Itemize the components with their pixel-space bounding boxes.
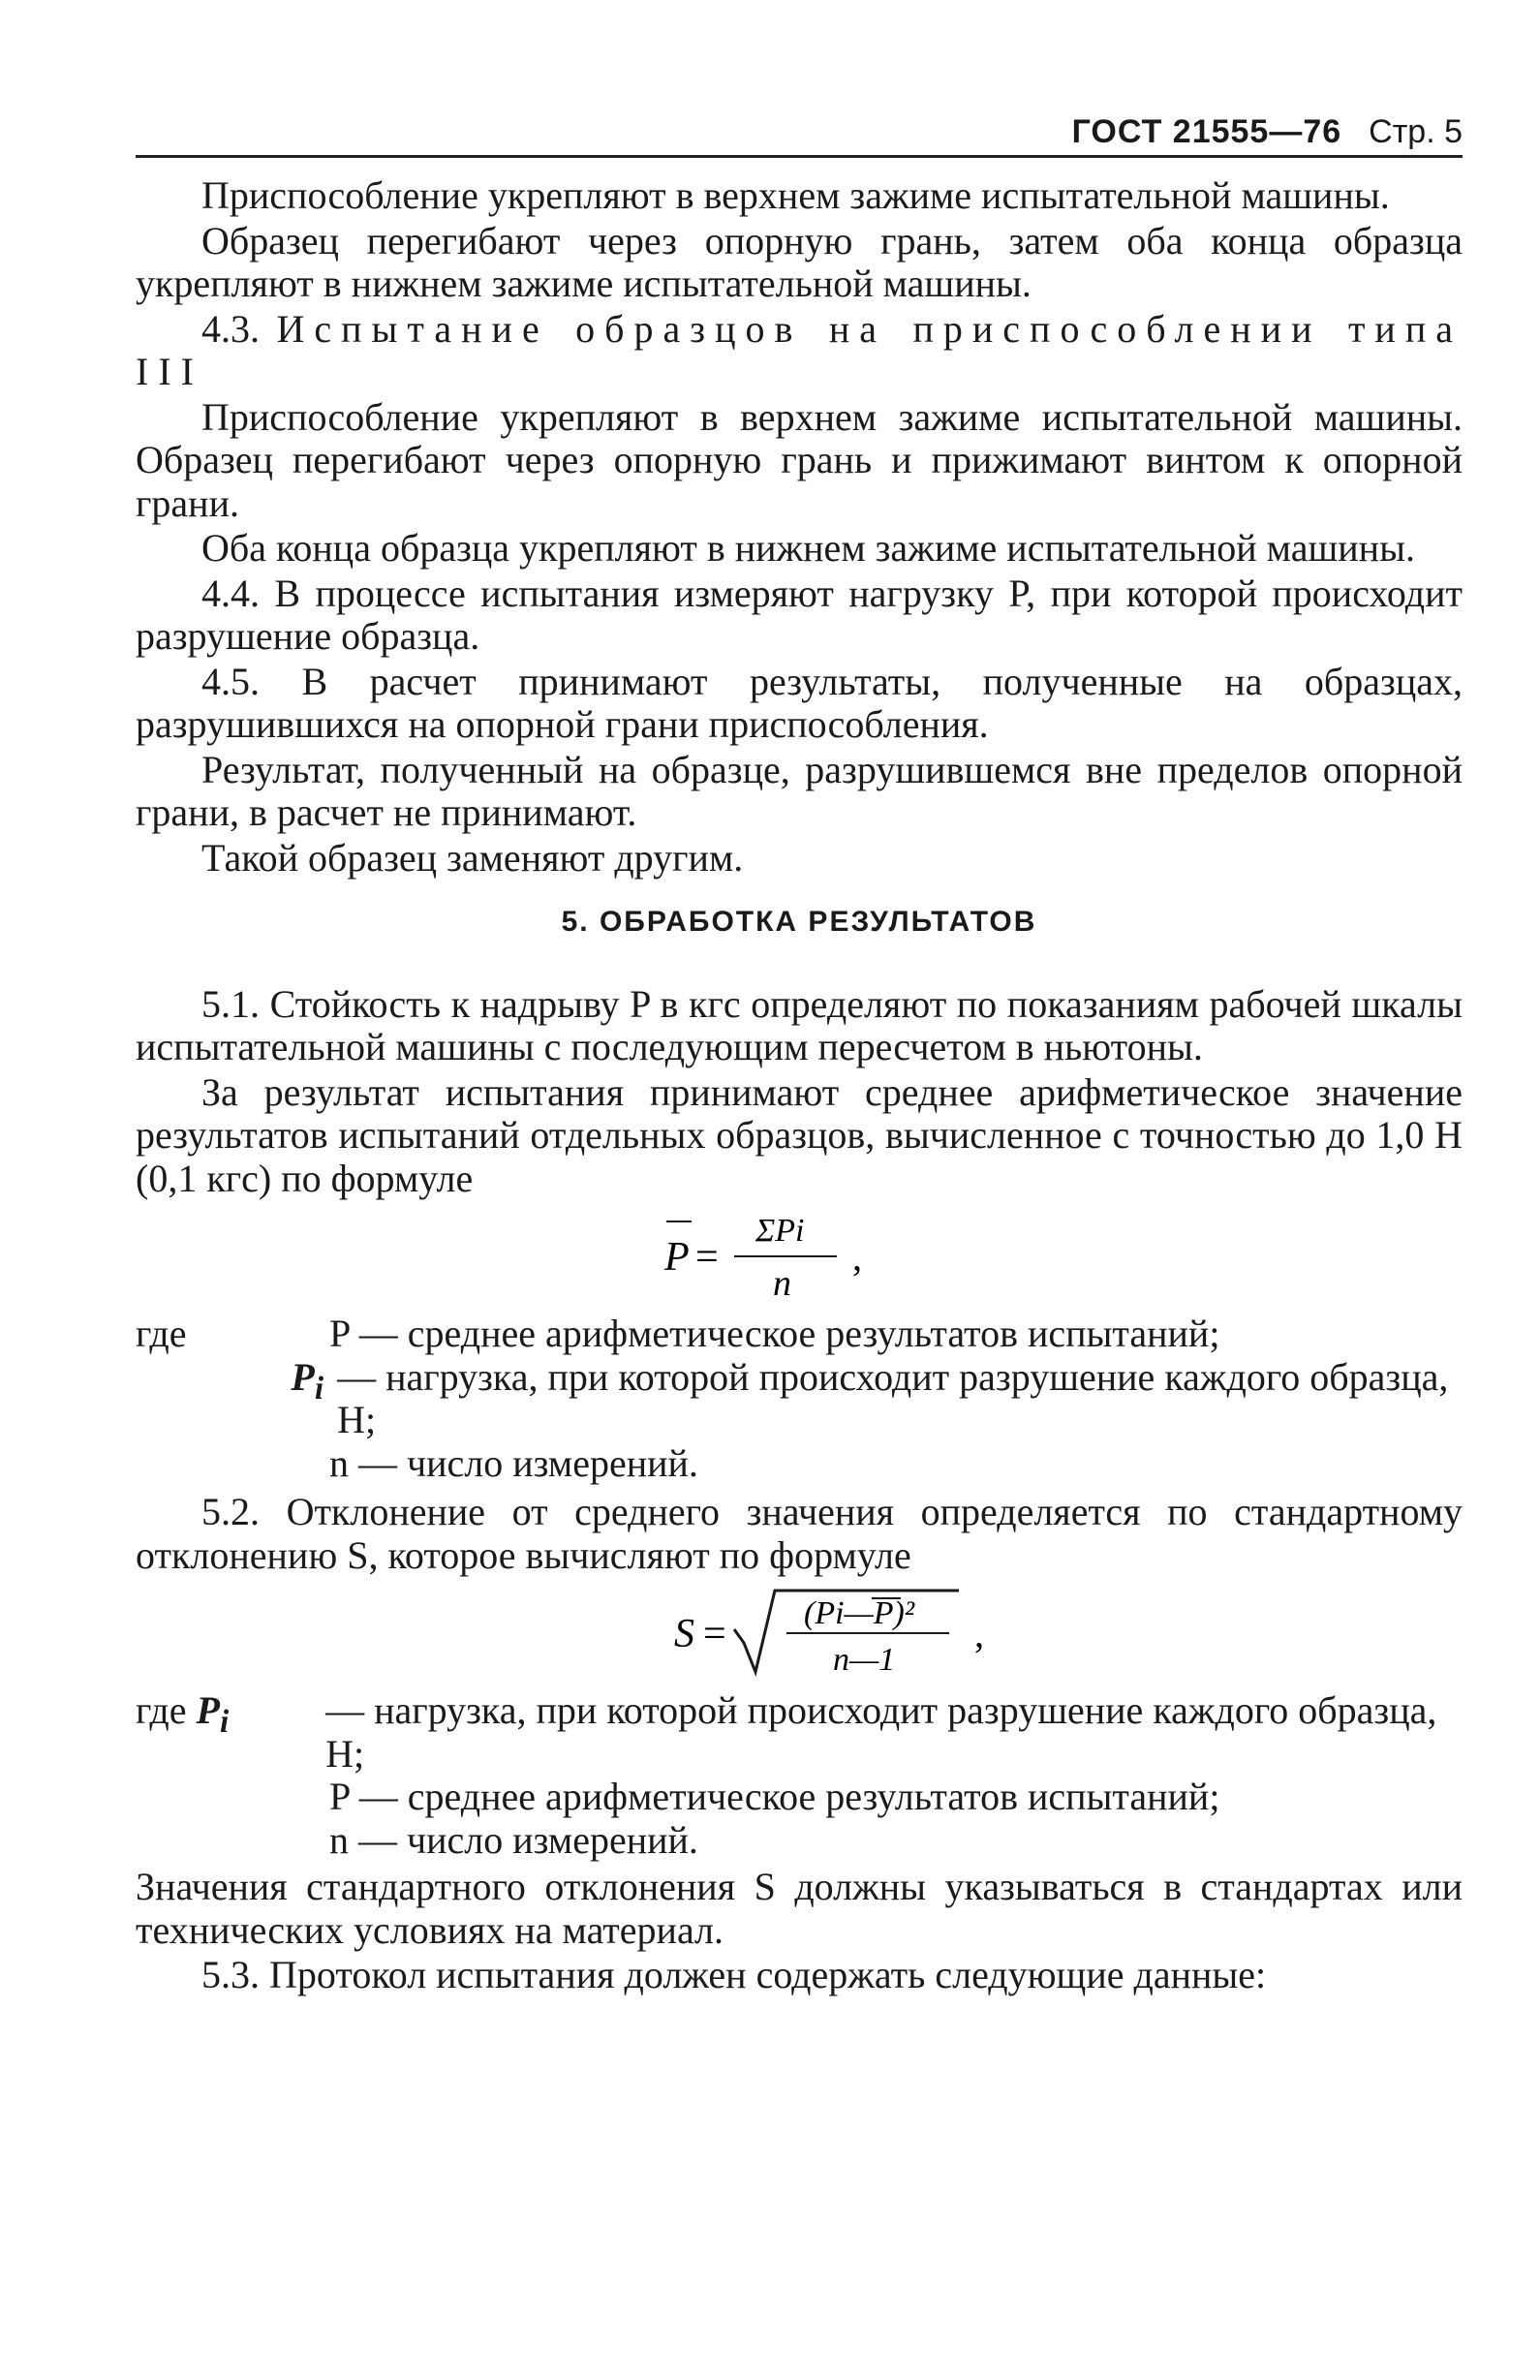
- svg-text:=: =: [703, 1612, 726, 1656]
- page-header: [136, 97, 1463, 158]
- definitions-2: где $P_i$ — нагрузка, при которой происходит разрушение каждого образца, Н; P — среднее арифметическое результатов испытаний; n — число измерений.: [136, 1689, 1463, 1862]
- svg-text:,: ,: [974, 1612, 984, 1655]
- definitions-1: где P — среднее арифметическое результатов испытаний; $P_i$ — нагрузка, при которой происходит разрушение каждого образца, Н; n — число измерений.: [136, 1313, 1463, 1485]
- formula-std-lhs: S: [674, 1612, 694, 1656]
- formula-lhs: P: [664, 1235, 690, 1280]
- formula-denominator: n: [773, 1263, 791, 1303]
- page-number: Стр. 5: [1369, 113, 1463, 150]
- paragraph: Оба конца образца укрепляют в нижнем зажиме испытательной машины.: [201, 526, 1415, 570]
- formula-std-denominator: n—1: [833, 1642, 896, 1678]
- clause-5-3: 5.3. Протокол испытания должен содержать следующие данные:: [201, 1953, 1267, 1996]
- document-body: [136, 174, 1463, 1999]
- paragraph: Приспособление укрепляют в верхнем зажиме испытательной машины. Образец перегибают через опорную грань и прижимают винтом к опорной грани.: [136, 394, 1463, 525]
- paragraph: Результат, полученный на образце, разрушившемся вне пределов опорной грани, в расчет не принимают.: [136, 747, 1463, 834]
- def-p-i: — нагрузка, при которой происходит разрушение каждого образца, Н;: [337, 1354, 1449, 1441]
- clause-5-2: 5.2. Отклонение от среднего значения определяется по стандартному отклонению S, которое вычисляют по формуле: [136, 1490, 1463, 1577]
- clause-4-3: [136, 308, 1463, 394]
- where-label: где: [136, 1312, 187, 1355]
- formula-mean-graphic: [136, 1206, 1463, 1303]
- formula-std-graphic: [136, 1583, 1463, 1680]
- where-label-2: где: [136, 1688, 187, 1732]
- clause-number: 4.3.: [201, 306, 260, 351]
- clause-4-4: 4.4. В процессе испытания измеряют нагрузку P, при которой происходит разрушение образца.: [136, 571, 1463, 658]
- paragraph: Такой образец заменяют другим.: [201, 835, 744, 880]
- def2-n: n — число измерений.: [329, 1817, 698, 1862]
- paragraph: Образец перегибают через опорную грань, затем оба конца образца укрепляют в нижнем зажиме испытательной машины.: [136, 218, 1463, 305]
- svg-text:=: =: [695, 1235, 719, 1280]
- def2-p-bar: P — среднее арифметическое результатов испытаний;: [329, 1775, 1220, 1818]
- clause-title: Испытание образцов на приспособлении типа III: [136, 306, 1463, 393]
- paragraph: За результат испытания принимают среднее арифметическое значение результатов испытаний отдельных образцов, вычисленное с точностью до 1,0 Н (0,1 кгс) по формуле: [136, 1069, 1463, 1200]
- formula-numerator: ΣPi: [755, 1213, 805, 1249]
- clause-5-1: 5.1. Стойкость к надрыву P в кгс определяют по показаниям рабочей шкалы испытательной машины с последующим пересчетом в ньютоны.: [136, 981, 1463, 1068]
- clause-4-5: 4.5. В расчет принимают результаты, полученные на образцах, разрушившихся на опорной грани приспособления.: [136, 659, 1463, 746]
- def-p-bar: P — среднее арифметическое результатов испытаний;: [329, 1312, 1220, 1355]
- standard-code: ГОСТ 21555—76: [1071, 113, 1342, 150]
- formula-std-numerator: (Pi—P)²: [804, 1595, 915, 1631]
- def2-p-i: — нагрузка, при которой происходит разрушение каждого образца, Н;: [325, 1688, 1437, 1776]
- def-n: n — число измерений.: [329, 1440, 698, 1485]
- section-heading: 5. ОБРАБОТКА РЕЗУЛЬТАТОВ: [561, 906, 1037, 938]
- svg-text:,: ,: [852, 1235, 862, 1279]
- formula-std: [136, 1583, 1463, 1680]
- paragraph: Приспособление укрепляют в верхнем зажиме испытательной машины.: [201, 173, 1390, 217]
- paragraph-std: Значения стандартного отклонения S должны указываться в стандартах или технических условиях на материал.: [136, 1865, 1463, 1952]
- formula-mean: [136, 1206, 1463, 1303]
